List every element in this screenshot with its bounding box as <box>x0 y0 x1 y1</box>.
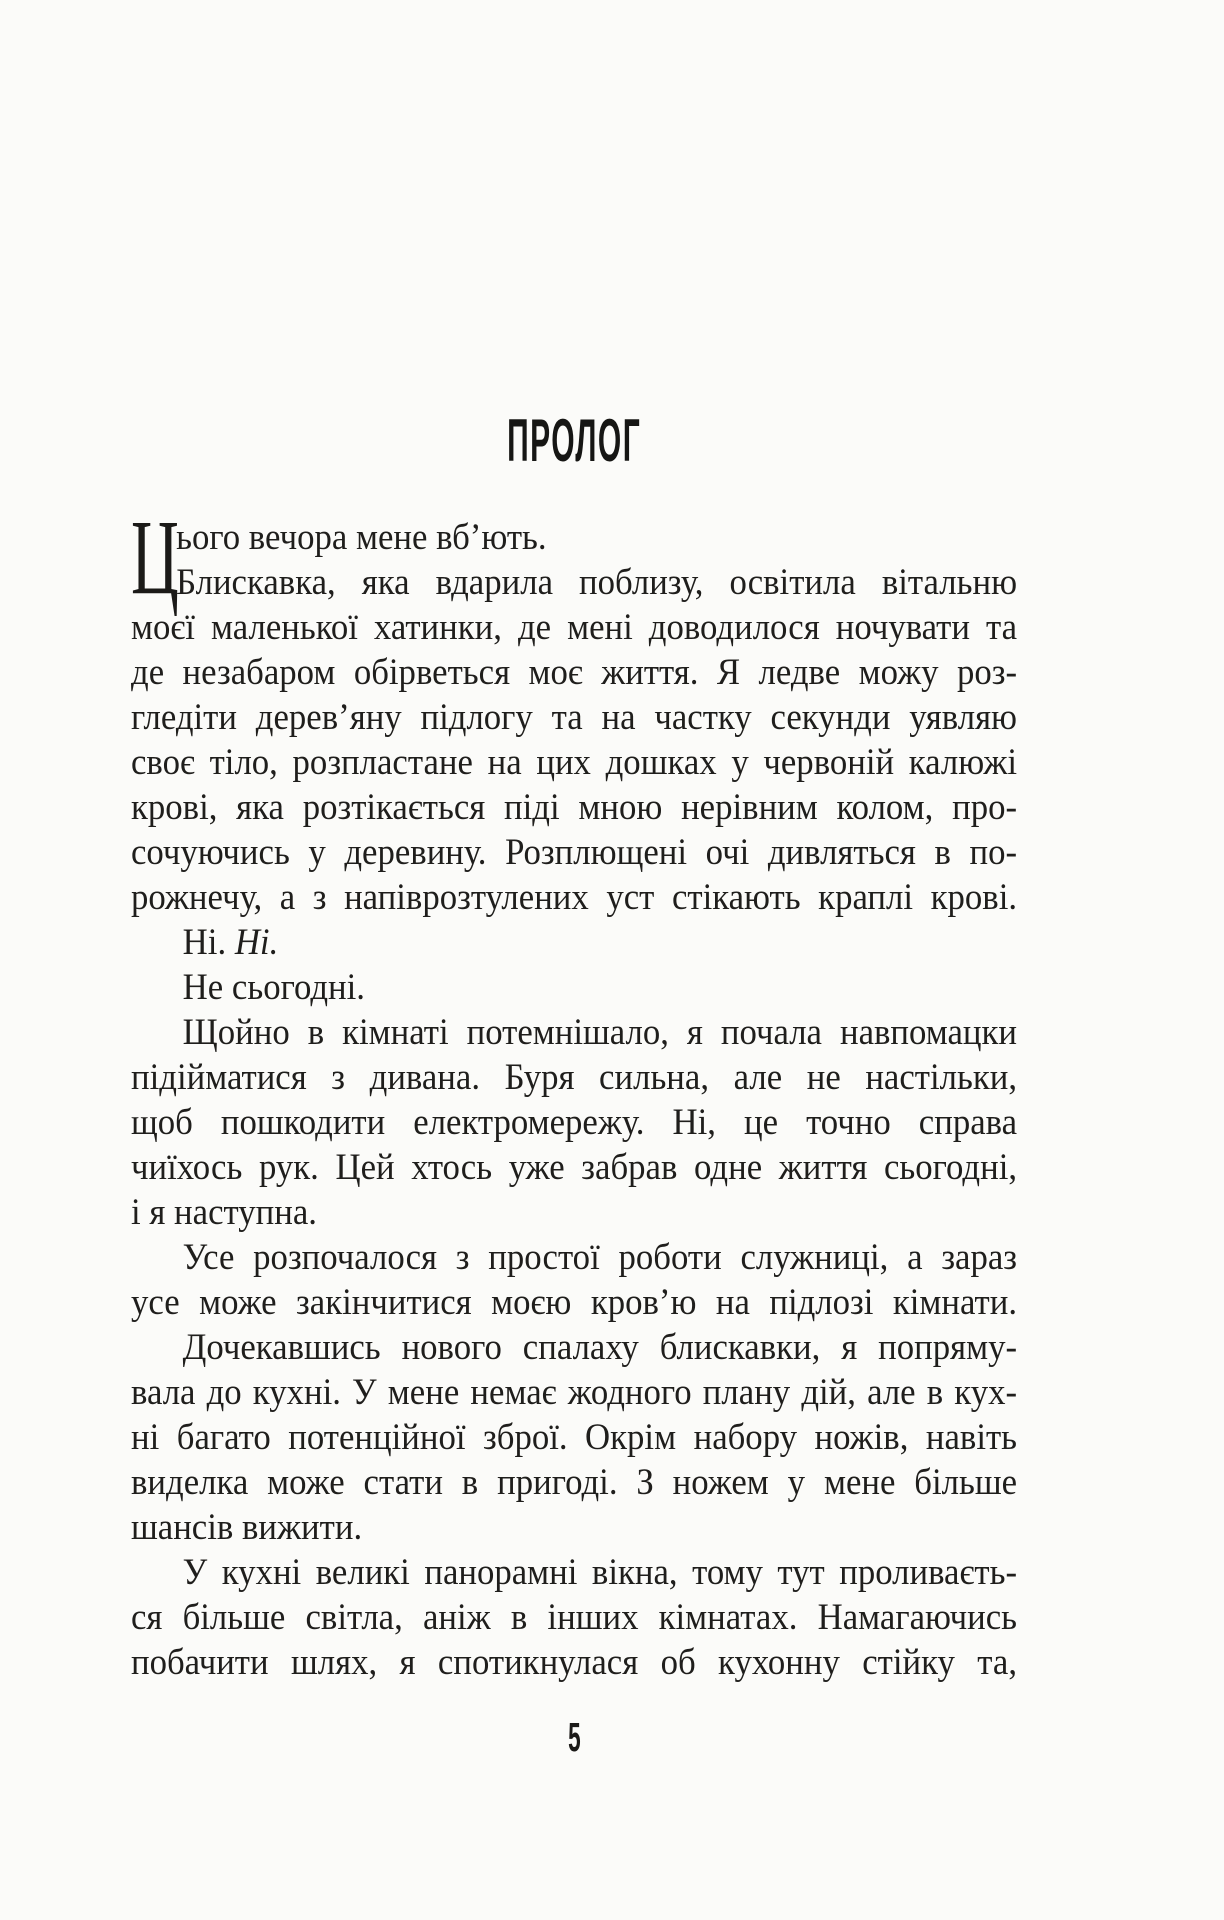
text-line: Дочекавшись нового спалаху блискавки, я попряму- <box>182 1327 1018 1368</box>
text-line: усе може закінчитися моєю кров’ю на підлозі кімнати. <box>131 1282 1018 1323</box>
page-number-text: 5 <box>567 1714 581 1760</box>
text-line: моєї маленької хатинки, де мені доводилося ночувати та <box>131 607 1018 648</box>
text-line: вала до кухні. У мене немає жодного плану дій, але в кух- <box>131 1372 1018 1413</box>
page-number <box>131 1714 1017 1760</box>
page-body <box>131 499 1018 1685</box>
text-line: чиїхось рук. Цей хтось уже забрав одне життя сьогодні, <box>131 1147 1018 1188</box>
text-line: ні багато потенційної зброї. Окрім набору ножів, навіть <box>131 1417 1018 1458</box>
emphasized-word: Ні. <box>234 922 279 963</box>
text-line: шансів вижити. <box>131 1507 363 1548</box>
text-line: ся більше світла, аніж в інших кімнатах. Намагаючись <box>131 1597 1018 1638</box>
text-run: Ні. <box>182 922 235 963</box>
text-line <box>131 920 1017 965</box>
chapter-title-text: ПРОЛОГ <box>506 407 642 474</box>
text-line: Щойно в кімнаті потемнішало, я почала навпомацки <box>182 1012 1018 1053</box>
text-line: сочуючись у деревину. Розплющені очі дивляться в по- <box>131 832 1018 873</box>
text-line: гледіти дерев’яну підлогу та на частку секунди уявляю <box>131 697 1018 738</box>
text-line: щоб пошкодити електромережу. Ні, це точно справа <box>131 1102 1018 1143</box>
text-line: Не сьогодні. <box>182 967 366 1008</box>
text-line: У кухні великі панорамні вікна, тому тут проливаєть- <box>182 1552 1018 1593</box>
text-line: своє тіло, розпластане на цих дошках у червоній калюжі <box>131 742 1018 783</box>
text-line: де незабаром обірветься моє життя. Я ледве можу роз- <box>131 652 1018 693</box>
text-line: підійматися з дивана. Буря сильна, але не настільки, <box>131 1057 1018 1098</box>
text-line: крові, яка розтікається піді мною нерівним колом, про- <box>131 787 1018 828</box>
text-line: побачити шлях, я спотикнулася об кухонну стійку та, <box>131 1642 1018 1683</box>
chapter-title <box>131 407 1017 474</box>
text-line: виделка може стати в пригоді. З ножем у мене більше <box>131 1462 1018 1503</box>
text-line: Блискавка, яка вдарила поблизу, освітила вітальню <box>176 562 1018 603</box>
text-line: ього вечора мене вб’ють. <box>176 517 547 558</box>
text-line: і я наступна. <box>131 1192 317 1233</box>
text-line: Усе розпочалося з простої роботи служниці, а зараз <box>182 1237 1018 1278</box>
drop-cap-letter: Ц <box>131 499 179 617</box>
text-line: рожнечу, а з напіврозтулених уст стікають краплі крові. <box>131 877 1018 918</box>
